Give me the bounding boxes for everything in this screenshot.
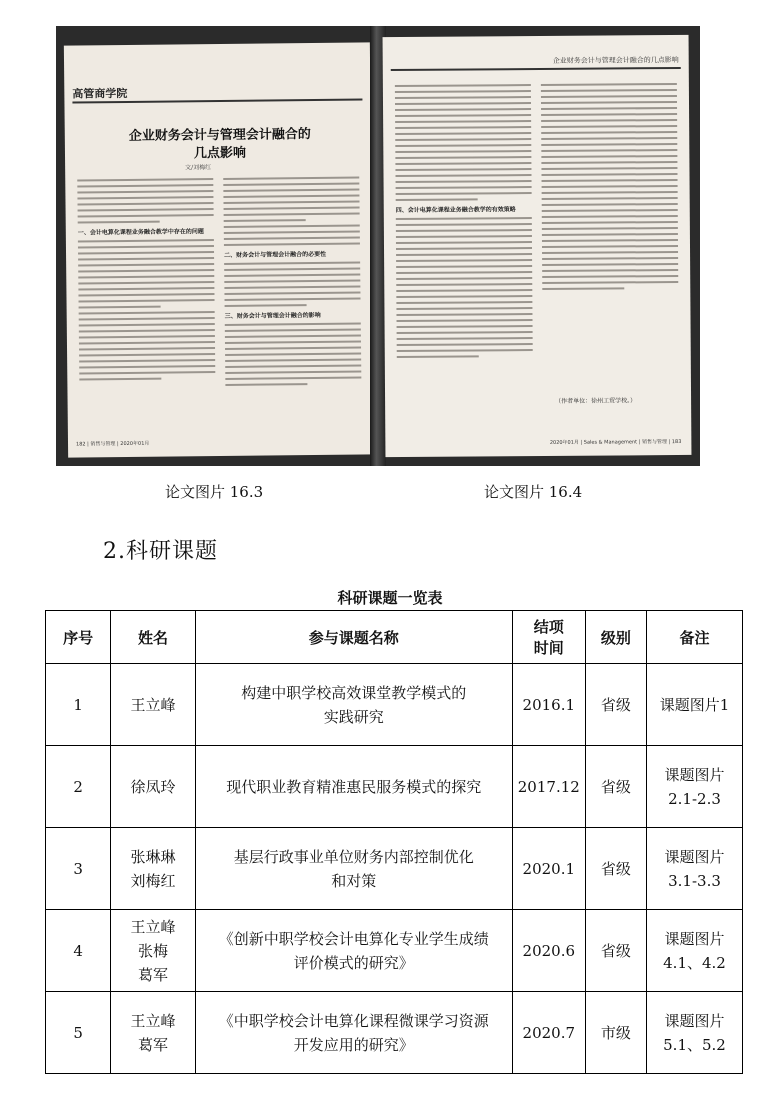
cell-level: 省级	[585, 828, 646, 910]
article-heading: 四、会计电算化课程业务融合教学的有效策略	[395, 206, 516, 214]
cell-date: 2020.1	[512, 828, 585, 910]
text-column-left	[77, 178, 215, 384]
table-row	[46, 910, 743, 992]
author-note: （作者单位：徐州工贸学校。）	[555, 397, 637, 405]
cell-topic: 现代职业教育精准惠民服务模式的探究	[195, 746, 512, 828]
cell-index: 4	[46, 910, 111, 992]
cell-name: 王立峰	[111, 664, 195, 746]
cell-level: 市级	[585, 992, 646, 1074]
photo-caption-right: 论文图片 16.4	[484, 483, 583, 501]
cell-topic: 《创新中职学校会计电算化专业学生成绩 评价模式的研究》	[195, 910, 512, 992]
article-heading: 三、财务会计与管理会计融合的影响	[224, 311, 321, 320]
table-row	[46, 828, 743, 910]
photo-caption-left: 论文图片 16.3	[165, 483, 264, 501]
magazine-footer: 182 | 销售与管理 | 2020年01月	[75, 440, 150, 448]
text-column-left	[395, 84, 533, 362]
magazine-right-page	[383, 35, 692, 457]
table-header-row	[46, 611, 743, 664]
header-name: 姓名	[111, 611, 195, 664]
cell-note: 课题图片 2.1-2.3	[647, 746, 743, 828]
article-author: 文/刘梅红	[185, 164, 212, 172]
magazine-left-page	[64, 42, 374, 457]
cell-note: 课题图片 4.1、4.2	[647, 910, 743, 992]
cell-level: 省级	[585, 664, 646, 746]
article-heading: 一、会计电算化课程业务融合教学中存在的问题	[77, 228, 204, 237]
cell-name: 徐凤玲	[111, 746, 195, 828]
section-title: 2.科研课题	[103, 539, 218, 564]
magazine-photo	[56, 26, 700, 466]
cell-note: 课题图片 5.1、5.2	[647, 992, 743, 1074]
cell-index: 1	[46, 664, 111, 746]
article-title-line1: 企业财务会计与管理会计融合的	[128, 127, 311, 144]
table-row	[46, 992, 743, 1074]
header-topic: 参与课题名称	[195, 611, 512, 664]
cell-index: 3	[46, 828, 111, 910]
magazine-footer: 2020年01月 | Sales & Management | 销售与管理 | 183	[549, 438, 682, 446]
magazine-running-header: 企业财务会计与管理会计融合的几点影响	[552, 56, 679, 65]
cell-name: 王立峰 张梅 葛军	[111, 910, 195, 992]
cell-index: 2	[46, 746, 111, 828]
cell-date: 2020.7	[512, 992, 585, 1074]
cell-topic: 基层行政事业单位财务内部控制优化 和对策	[195, 828, 512, 910]
cell-date: 2016.1	[512, 664, 585, 746]
cell-name: 王立峰 葛军	[111, 992, 195, 1074]
article-heading: 二、财务会计与管理会计融合的必要性	[224, 250, 327, 259]
cell-date: 2017.12	[512, 746, 585, 828]
research-projects-table	[45, 610, 743, 1074]
text-column-right	[541, 83, 678, 294]
cell-note: 课题图片 3.1-3.3	[647, 828, 743, 910]
cell-level: 省级	[585, 746, 646, 828]
table-title: 科研课题一览表	[337, 589, 443, 607]
text-column-right	[223, 177, 361, 390]
table-row	[46, 746, 743, 828]
cell-date: 2020.6	[512, 910, 585, 992]
header-date: 结项 时间	[512, 611, 585, 664]
header-note: 备注	[647, 611, 743, 664]
cell-index: 5	[46, 992, 111, 1074]
cell-level: 省级	[585, 910, 646, 992]
magazine-section-label: 高管商学院	[72, 86, 128, 101]
cell-topic: 构建中职学校高效课堂教学模式的 实践研究	[195, 664, 512, 746]
magazine-rule	[391, 67, 681, 71]
header-index: 序号	[46, 611, 111, 664]
cell-note: 课题图片1	[647, 664, 743, 746]
table-row	[46, 664, 743, 746]
cell-name: 张琳琳 刘梅红	[111, 828, 195, 910]
cell-topic: 《中职学校会计电算化课程微课学习资源 开发应用的研究》	[195, 992, 512, 1074]
article-title-line2: 几点影响	[193, 145, 247, 162]
header-level: 级别	[585, 611, 646, 664]
